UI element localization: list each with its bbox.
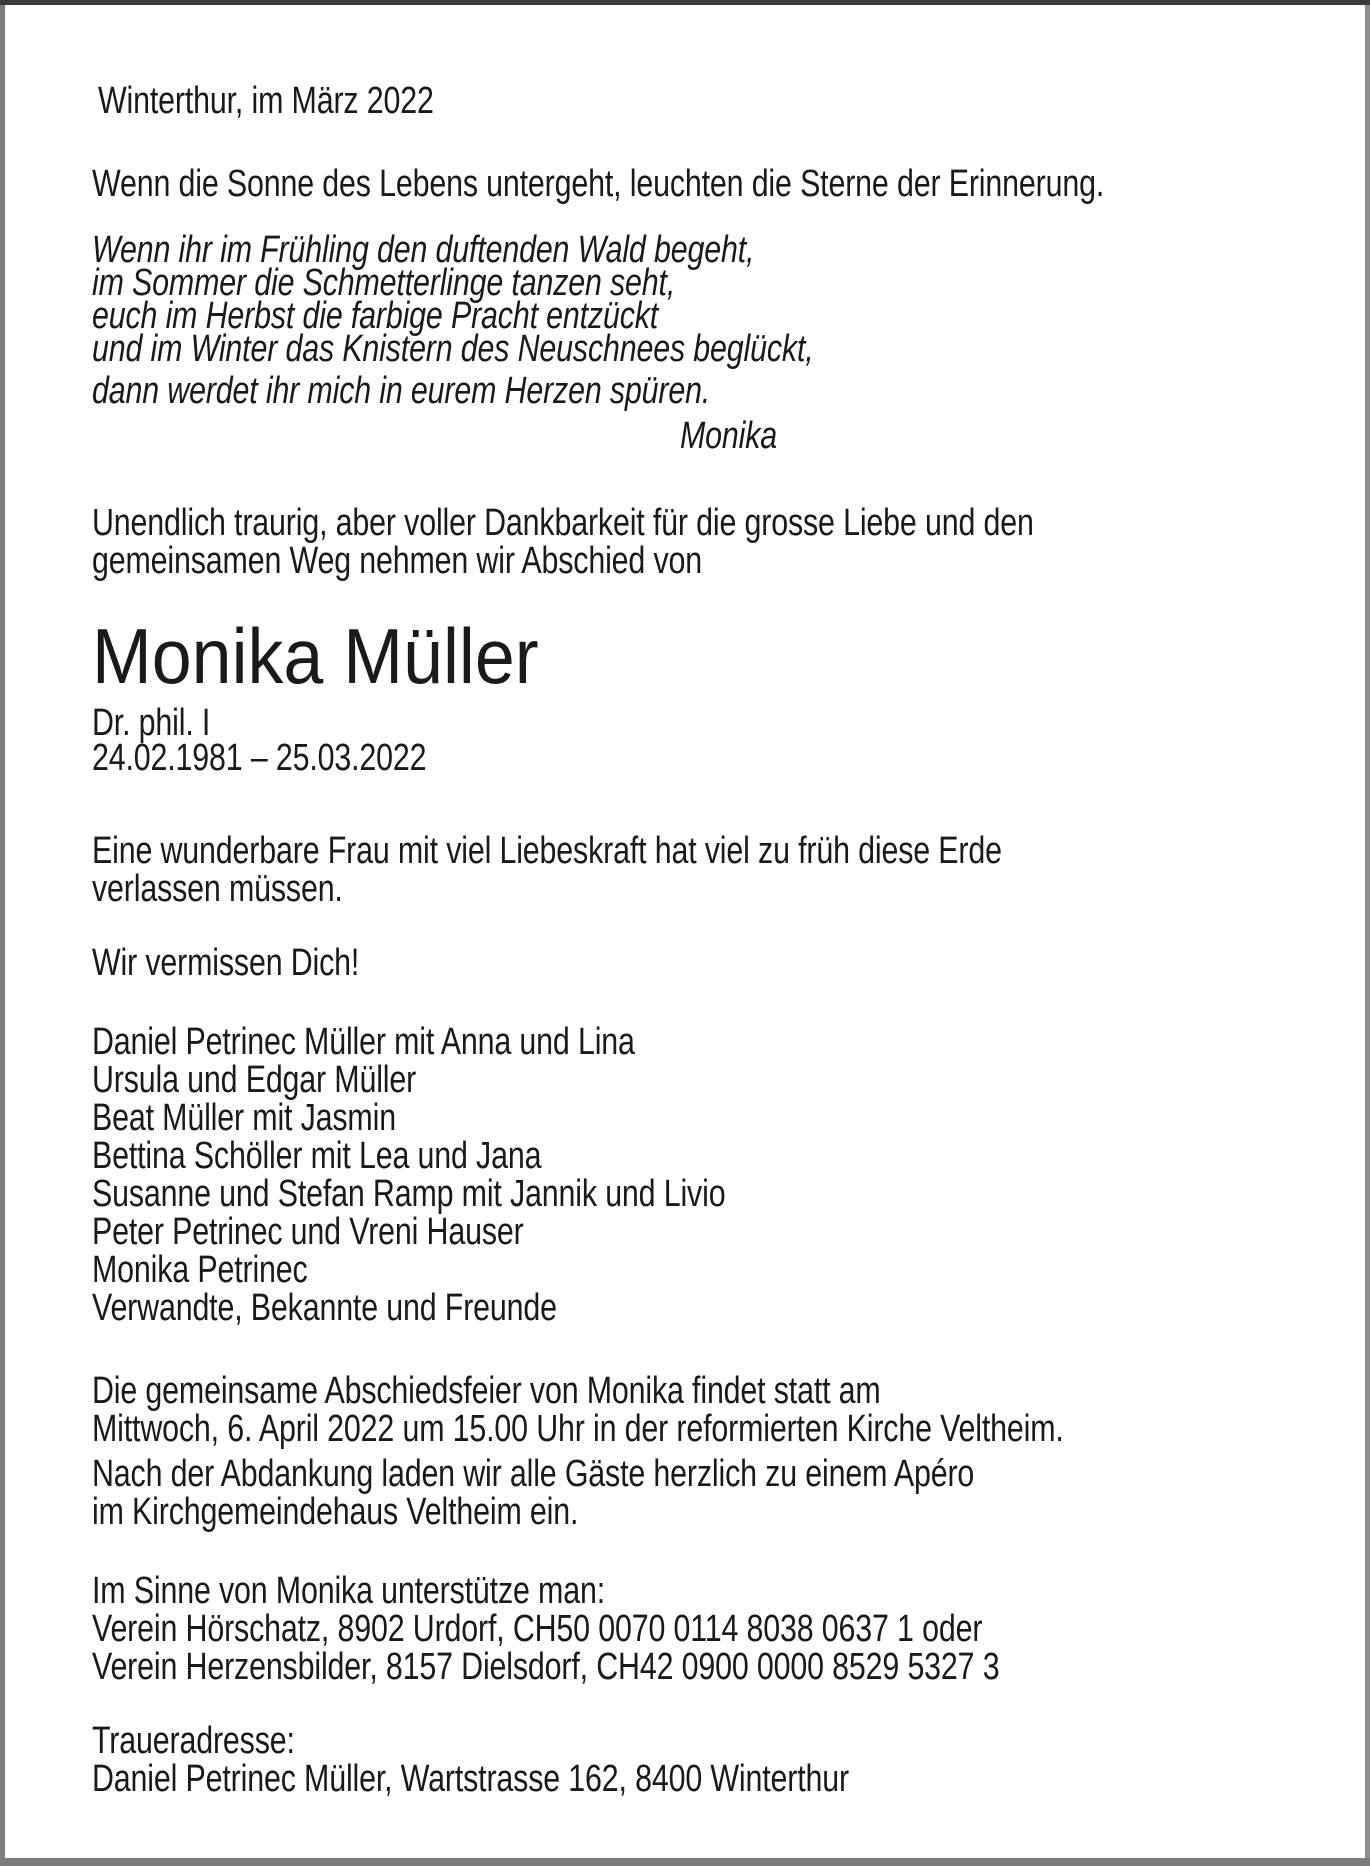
poem-line: Wenn ihr im Frühling den duftenden Wald begeht, [92, 229, 755, 271]
mourning-address-line: Daniel Petrinec Müller, Wartstrasse 162, 8400 Winterthur [92, 1758, 849, 1800]
poem-closing-line: dann werdet ihr mich in eurem Herzen spüren. [92, 370, 711, 412]
donation-line: Verein Herzensbilder, 8157 Dielsdorf, CH42 0900 0000 8529 5327 3 [92, 1646, 1000, 1688]
deceased-life-dates: 24.02.1981 – 25.03.2022 [92, 737, 427, 779]
frame-right-rule [1365, 5, 1370, 1858]
mourner-line: Susanne und Stefan Ramp mit Jannik und Livio [92, 1173, 726, 1215]
poem [92, 229, 814, 370]
poem-attribution: Monika [680, 415, 778, 457]
mourner-line: Peter Petrinec und Vreni Hauser [92, 1211, 524, 1253]
donation-line: Im Sinne von Monika unterstütze man: [92, 1570, 605, 1612]
epigraph: Wenn die Sonne des Lebens untergeht, leuchten die Sterne der Erinnerung. [92, 163, 1105, 205]
tribute-line: Eine wunderbare Frau mit viel Liebeskraft hat viel zu früh diese Erde [92, 830, 1002, 872]
deceased-academic-title: Dr. phil. I [92, 702, 211, 744]
deceased-name: Monika Müller [92, 612, 539, 700]
poem-line: im Sommer die Schmetterlinge tanzen seht, [92, 262, 676, 304]
ceremony-line: Die gemeinsame Abschiedsfeier von Monika findet statt am [92, 1370, 881, 1412]
frame-left-rule [0, 5, 5, 1858]
mourner-line: Daniel Petrinec Müller mit Anna und Lina [92, 1021, 635, 1063]
intro-paragraph [92, 504, 1034, 580]
dateline: Winterthur, im März 2022 [98, 80, 434, 122]
apero-paragraph [92, 1455, 974, 1531]
mourner-line: Verwandte, Bekannte und Freunde [92, 1287, 557, 1329]
mourner-line: Bettina Schöller mit Lea und Jana [92, 1135, 542, 1177]
frame-top-rule [0, 0, 1370, 5]
poem-line: und im Winter das Knistern des Neuschnees beglückt, [92, 328, 814, 370]
poem-line: euch im Herbst die farbige Pracht entzückt [92, 295, 659, 337]
mourners-list [92, 1023, 725, 1327]
mourner-line: Beat Müller mit Jasmin [92, 1097, 396, 1139]
donations-paragraph [92, 1572, 999, 1686]
tribute-paragraph [92, 832, 1002, 908]
apero-line: im Kirchgemeindehaus Veltheim ein. [92, 1491, 579, 1533]
mourning-address-label: Traueradresse: [92, 1720, 295, 1762]
ceremony-line: Mittwoch, 6. April 2022 um 15.00 Uhr in der reformierten Kirche Veltheim. [92, 1408, 1064, 1450]
tribute-line: verlassen müssen. [92, 868, 343, 910]
intro-line: Unendlich traurig, aber voller Dankbarkeit für die grosse Liebe und den [92, 502, 1034, 544]
mourner-line: Ursula und Edgar Müller [92, 1059, 417, 1101]
intro-line: gemeinsamen Weg nehmen wir Abschied von [92, 540, 702, 582]
ceremony-paragraph [92, 1372, 1064, 1448]
mourning-address [92, 1722, 849, 1798]
donation-line: Verein Hörschatz, 8902 Urdorf, CH50 0070 0114 8038 0637 1 oder [92, 1608, 983, 1650]
missing-line: Wir vermissen Dich! [92, 942, 360, 984]
frame-bottom-rule [0, 1858, 1370, 1866]
mourner-line: Monika Petrinec [92, 1249, 308, 1291]
apero-line: Nach der Abdankung laden wir alle Gäste herzlich zu einem Apéro [92, 1453, 975, 1495]
deceased-details [92, 702, 427, 779]
